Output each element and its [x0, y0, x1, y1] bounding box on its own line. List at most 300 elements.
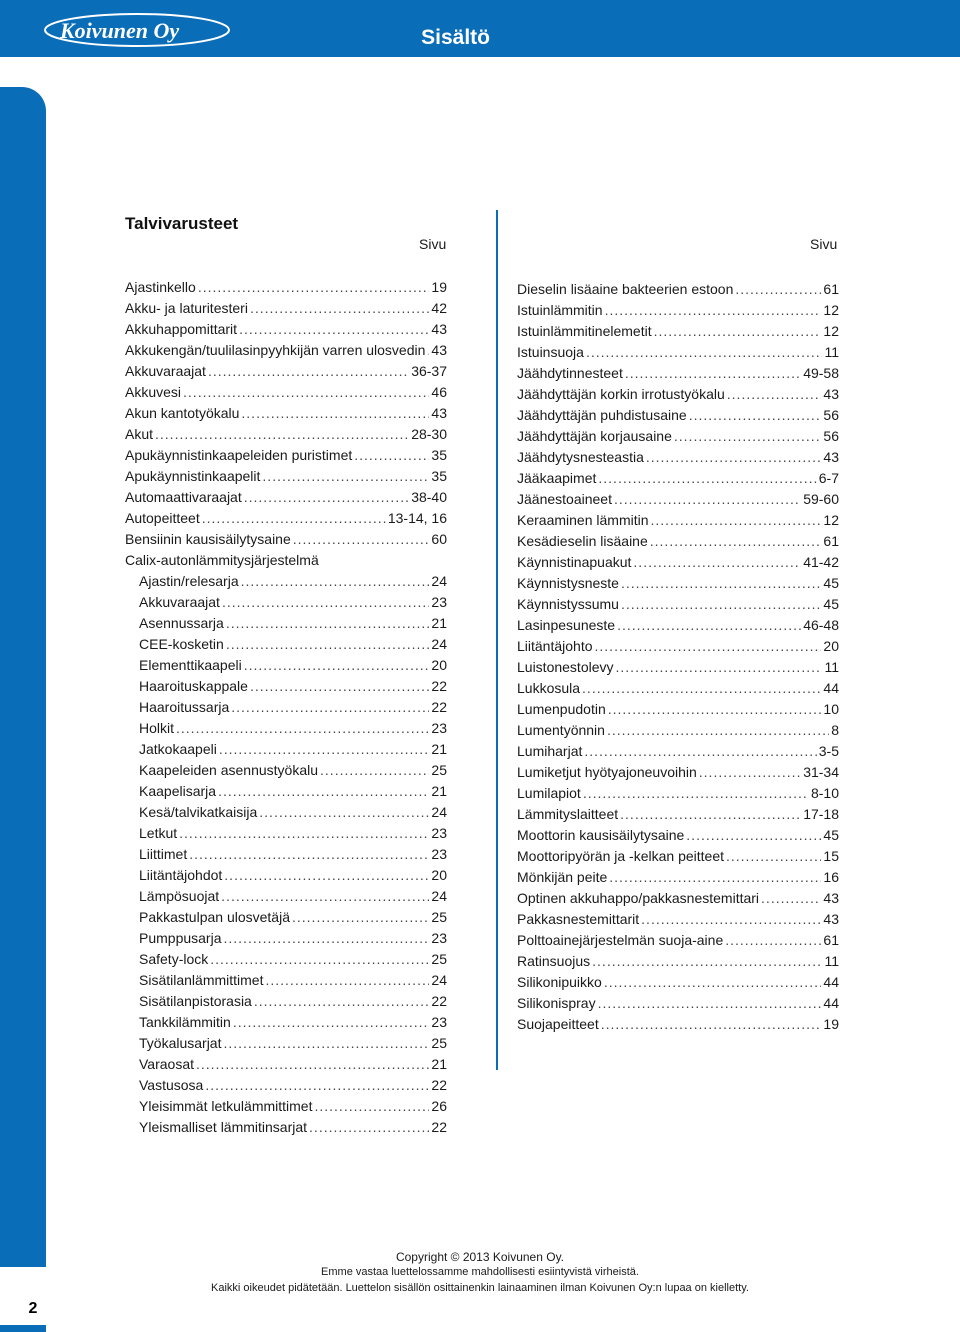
toc-leader-dots [239, 319, 429, 340]
toc-leader-dots [244, 487, 409, 508]
toc-entry [125, 823, 447, 844]
toc-entry-label: Jäähdyttäjän puhdistusaine [517, 407, 687, 423]
toc-leader-dots [176, 718, 429, 739]
toc-entry [125, 550, 447, 571]
toc-entry [517, 930, 839, 951]
toc-leader-dots [616, 657, 823, 678]
toc-entry-label: Luistonestolevy [517, 659, 614, 675]
toc-entry-label: Lumiharjat [517, 743, 583, 759]
toc-leader-dots [608, 699, 822, 720]
toc-entry [125, 340, 447, 361]
toc-entry-label: Jäähdyttäjän korjausaine [517, 428, 672, 444]
toc-entry [125, 403, 447, 424]
toc-leader-dots [592, 951, 822, 972]
toc-entry [125, 886, 447, 907]
toc-leader-dots [699, 762, 801, 783]
toc-entry-page: 45 [823, 827, 839, 843]
toc-entry [517, 909, 839, 930]
toc-entry-page: 42 [431, 300, 447, 316]
toc-entry-page: 43 [431, 321, 447, 337]
toc-entry-label: Silikonipuikko [517, 974, 602, 990]
toc-entry [125, 907, 447, 928]
toc-entry-label: Jatkokaapeli [139, 741, 217, 757]
toc-entry [125, 319, 447, 340]
toc-entry [517, 510, 839, 531]
toc-leader-dots [584, 741, 816, 762]
toc-entry-page: 28-30 [411, 426, 447, 442]
toc-entry-label: Istuinlämmitinelemetit [517, 323, 652, 339]
toc-entry-label: Automaattivaraajat [125, 489, 242, 505]
toc-entry-label: Lasinpesuneste [517, 617, 616, 633]
toc-entry [125, 634, 447, 655]
toc-entry-page: 24 [431, 972, 447, 988]
toc-entry-page: 19 [823, 1016, 839, 1032]
toc-entry-label: Jäähdytinnesteet [517, 365, 623, 381]
toc-entry [125, 445, 447, 466]
toc-entry-label: Bensiinin kausisäilytysaine [125, 531, 291, 547]
page-number: 2 [28, 1300, 38, 1317]
toc-entry-page: 26 [431, 1098, 447, 1114]
toc-leader-dots [646, 447, 822, 468]
toc-entry [125, 277, 447, 298]
toc-entry-label: Liitäntäjohto [517, 638, 593, 654]
toc-entry-page: 24 [431, 888, 447, 904]
toc-entry-label: Istuinlämmitin [517, 302, 603, 318]
toc-entry-page: 8-10 [810, 785, 839, 801]
toc-entry-label: Mönkijän peite [517, 869, 608, 885]
toc-entry [125, 970, 447, 991]
toc-entry-page: 8 [831, 722, 839, 738]
toc-entry-page: 36-37 [411, 363, 447, 379]
toc-entry-page: 43 [823, 449, 839, 465]
toc-leader-dots [621, 594, 821, 615]
toc-entry-label: Käynnistysneste [517, 575, 619, 591]
toc-leader-dots [250, 676, 429, 697]
toc-entry-label: Polttoainejärjestelmän suoja-aine [517, 932, 724, 948]
toc-leader-dots [210, 949, 429, 970]
toc-entry-page: 16 [823, 869, 839, 885]
toc-entry-label: Työkalusarjat [139, 1035, 222, 1051]
logo-text: Koivunen Oy [60, 18, 180, 43]
toc-entry-label: CEE-kosketin [139, 636, 224, 652]
toc-entry-page: 43 [823, 890, 839, 906]
toc-entry-label: Lumentyönnin [517, 722, 605, 738]
toc-entry [125, 739, 447, 760]
toc-entry-label: Kaapeleiden asennustyökalu [139, 762, 319, 778]
toc-entry-label: Käynnistyssumu [517, 596, 619, 612]
toc-entry-page: 59-60 [803, 491, 839, 507]
toc-entry [125, 844, 447, 865]
koivunen-logo [42, 11, 232, 49]
toc-entry [517, 363, 839, 384]
toc-leader-dots [179, 823, 429, 844]
toc-entry [517, 489, 839, 510]
toc-entry-page: 44 [823, 974, 839, 990]
toc-entry-page: 11 [824, 953, 839, 969]
toc-entry-label: Autopeitteet [125, 510, 200, 526]
toc-entry-page: 23 [431, 846, 447, 862]
toc-entry [517, 678, 839, 699]
toc-entry [517, 279, 839, 300]
toc-entry [517, 783, 839, 804]
toc-entry [517, 804, 839, 825]
toc-entry-page: 3-5 [818, 743, 839, 759]
toc-right-column [517, 279, 839, 1035]
toc-leader-dots [620, 804, 801, 825]
toc-entry-page: 22 [431, 993, 447, 1009]
toc-entry-page: 25 [431, 762, 447, 778]
toc-entry-page: 22 [431, 1119, 447, 1135]
toc-entry-label: Suojapeitteet [517, 1016, 599, 1032]
toc-entry-label: Akun kantotyökalu [125, 405, 240, 421]
toc-leader-dots [427, 340, 429, 361]
toc-entry-page: 23 [431, 825, 447, 841]
toc-leader-dots [595, 636, 822, 657]
toc-entry-page: 21 [431, 783, 447, 799]
toc-entry-page: 12 [823, 323, 839, 339]
toc-entry-label: Silikonispray [517, 995, 596, 1011]
toc-leader-dots [609, 867, 821, 888]
toc-entry [125, 361, 447, 382]
toc-entry [517, 867, 839, 888]
toc-entry [517, 426, 839, 447]
toc-leader-dots [262, 466, 429, 487]
toc-entry [125, 718, 447, 739]
toc-entry-page: 20 [431, 867, 447, 883]
toc-leader-dots [196, 1054, 429, 1075]
toc-leader-dots [725, 930, 821, 951]
toc-entry [517, 762, 839, 783]
toc-entry-page: 43 [431, 342, 447, 358]
toc-entry-label: Lumilapiot [517, 785, 581, 801]
toc-entry [125, 298, 447, 319]
toc-leader-dots [761, 888, 821, 909]
toc-entry [517, 951, 839, 972]
toc-entry [125, 802, 447, 823]
toc-entry-label: Lukkosula [517, 680, 581, 696]
toc-leader-dots [314, 1096, 429, 1117]
toc-entry-page: 21 [431, 741, 447, 757]
toc-entry [125, 697, 447, 718]
toc-entry-label: Apukäynnistinkaapelit [125, 468, 261, 484]
toc-leader-dots [155, 424, 409, 445]
toc-entry [517, 552, 839, 573]
toc-entry-label: Jäänestoaineet [517, 491, 612, 507]
toc-entry-page: 13-14, 16 [387, 510, 447, 526]
toc-entry-label: Pakkasnestemittarit [517, 911, 640, 927]
toc-leader-dots [354, 445, 429, 466]
toc-entry [125, 1096, 447, 1117]
toc-entry-label: Lämpösuojat [139, 888, 220, 904]
toc-entry [517, 1014, 839, 1035]
side-tab [0, 87, 46, 1332]
toc-entry-page: 61 [823, 932, 839, 948]
toc-entry-page: 44 [823, 995, 839, 1011]
toc-entry-page: 38-40 [411, 489, 447, 505]
toc-entry [125, 508, 447, 529]
toc-leader-dots [293, 529, 430, 550]
toc-leader-dots [231, 697, 429, 718]
toc-leader-dots [221, 886, 429, 907]
toc-entry-label: Jäähdytysnesteastia [517, 449, 644, 465]
toc-entry [125, 928, 447, 949]
toc-entry [517, 699, 839, 720]
toc-entry-page: 35 [431, 468, 447, 484]
toc-leader-dots [320, 760, 429, 781]
toc-entry-label: Ratinsuojus [517, 953, 591, 969]
toc-entry-page: 23 [431, 594, 447, 610]
toc-leader-dots [202, 508, 386, 529]
toc-entry-page: 24 [431, 636, 447, 652]
toc-entry-label: Akkuvaraajat [139, 594, 220, 610]
toc-leader-dots [233, 1012, 430, 1033]
toc-entry-label: Akkuvaraajat [125, 363, 206, 379]
toc-leader-dots [583, 783, 809, 804]
toc-entry-page: 21 [431, 615, 447, 631]
toc-entry-label: Vastusosa [139, 1077, 204, 1093]
toc-entry-page: 41-42 [803, 554, 839, 570]
toc-entry-page: 25 [431, 1035, 447, 1051]
toc-entry [125, 1117, 447, 1138]
toc-entry-label: Akut [125, 426, 154, 442]
toc-entry-page: 23 [431, 930, 447, 946]
toc-entry [125, 613, 447, 634]
toc-leader-dots [735, 279, 821, 300]
toc-entry-label: Keraaminen lämmitin [517, 512, 649, 528]
toc-entry-label: Ajastin/relesarja [139, 573, 239, 589]
toc-entry [125, 529, 447, 550]
toc-entry [125, 487, 447, 508]
toc-entry-label: Moottoripyörän ja -kelkan peitteet [517, 848, 724, 864]
toc-entry-label: Haaroituskappale [139, 678, 248, 694]
toc-entry-page: 43 [823, 386, 839, 402]
toc-entry-label: Lumiketjut hyötyajoneuvoihin [517, 764, 697, 780]
toc-entry-page: 43 [431, 405, 447, 421]
toc-leader-dots [224, 865, 429, 886]
toc-entry-page: 25 [431, 909, 447, 925]
toc-entry [517, 636, 839, 657]
toc-entry [517, 741, 839, 762]
toc-entry [125, 1075, 447, 1096]
toc-entry-label: Tankkilämmitin [139, 1014, 231, 1030]
toc-entry-page: 20 [431, 657, 447, 673]
toc-entry-label: Pumppusarja [139, 930, 222, 946]
toc-leader-dots [686, 825, 821, 846]
toc-left-column [125, 277, 447, 1138]
toc-leader-dots [582, 678, 821, 699]
toc-entry-page: 45 [823, 596, 839, 612]
toc-entry [125, 424, 447, 445]
toc-entry-page: 10 [823, 701, 839, 717]
toc-entry-label: Istuinsuoja [517, 344, 584, 360]
toc-entry-page: 25 [431, 951, 447, 967]
toc-entry [517, 594, 839, 615]
toc-leader-dots [189, 844, 429, 865]
toc-entry-label: Kesädieselin lisäaine [517, 533, 648, 549]
toc-entry-label: Akkuvesi [125, 384, 182, 400]
toc-entry [517, 972, 839, 993]
toc-leader-dots [205, 1075, 429, 1096]
toc-entry-page: 22 [431, 699, 447, 715]
toc-entry-label: Moottorin kausisäilytysaine [517, 827, 685, 843]
toc-entry [517, 573, 839, 594]
toc-entry-page: 19 [431, 279, 447, 295]
toc-leader-dots [633, 552, 801, 573]
toc-entry [517, 720, 839, 741]
footer-disclaimer: Emme vastaa luettelossamme mahdollisesti esiintyvistä virheistä. [321, 1266, 639, 1278]
toc-leader-dots [598, 468, 816, 489]
toc-entry-page: 60 [431, 531, 447, 547]
toc-entry [125, 781, 447, 802]
toc-entry-page: 56 [823, 407, 839, 423]
toc-entry [517, 993, 839, 1014]
toc-entry-page: 44 [823, 680, 839, 696]
toc-leader-dots [226, 634, 430, 655]
toc-entry [125, 382, 447, 403]
page-title: Sisältö [421, 26, 490, 49]
toc-entry-label: Akkukengän/tuulilasinpyyhkijän varren ulosvedin [125, 342, 426, 358]
toc-leader-dots [654, 321, 822, 342]
toc-entry-label: Kaapelisarja [139, 783, 217, 799]
toc-entry-label: Akkuhappomittarit [125, 321, 238, 337]
sivu-header-left: Sivu [419, 236, 447, 252]
toc-leader-dots [727, 384, 822, 405]
toc-entry [125, 1033, 447, 1054]
toc-leader-dots [226, 613, 430, 634]
toc-entry [517, 342, 839, 363]
toc-entry [517, 657, 839, 678]
toc-leader-dots [621, 573, 821, 594]
toc-leader-dots [614, 489, 801, 510]
toc-entry-label: Kesä/talvikatkaisija [139, 804, 258, 820]
section-title: Talvivarusteet [125, 214, 239, 233]
toc-entry-label: Liitäntäjohdot [139, 867, 223, 883]
toc-entry-label: Calix-autonlämmitysjärjestelmä [125, 552, 319, 568]
toc-entry [517, 888, 839, 909]
toc-leader-dots [250, 298, 429, 319]
toc-entry-label: Safety-lock [139, 951, 209, 967]
toc-entry-label: Letkut [139, 825, 178, 841]
toc-leader-dots [198, 277, 430, 298]
toc-entry-label: Käynnistinapuakut [517, 554, 632, 570]
toc-entry [125, 592, 447, 613]
toc-entry-page: 46-48 [803, 617, 839, 633]
toc-entry [517, 384, 839, 405]
toc-entry [125, 1054, 447, 1075]
toc-leader-dots [674, 426, 822, 447]
toc-entry [125, 571, 447, 592]
toc-leader-dots [650, 531, 822, 552]
toc-entry [517, 321, 839, 342]
toc-entry-page: 12 [823, 512, 839, 528]
toc-entry-page: 11 [824, 344, 839, 360]
toc-entry [125, 991, 447, 1012]
toc-leader-dots [265, 970, 429, 991]
footer-rights: Kaikki oikeudet pidätetään. Luettelon sisällön osittainenkin lainaaminen ilman Koivunen Oy:n lupaa on kielletty. [211, 1282, 749, 1294]
toc-entry-page: 61 [823, 281, 839, 297]
toc-leader-dots [222, 592, 429, 613]
toc-entry [125, 655, 447, 676]
toc-entry-label: Varaosat [139, 1056, 194, 1072]
toc-entry [125, 676, 447, 697]
toc-entry-page: 45 [823, 575, 839, 591]
toc-entry-page: 61 [823, 533, 839, 549]
toc-leader-dots [254, 991, 430, 1012]
toc-entry [125, 760, 447, 781]
toc-entry-page: 46 [431, 384, 447, 400]
toc-entry [125, 466, 447, 487]
toc-leader-dots [219, 739, 430, 760]
toc-entry-page: 24 [431, 804, 447, 820]
toc-entry [517, 825, 839, 846]
toc-entry-label: Yleismalliset lämmitinsarjat [139, 1119, 308, 1135]
footer-copyright: Copyright © 2013 Koivunen Oy. [395, 1250, 565, 1264]
toc-entry [517, 615, 839, 636]
toc-entry [125, 1012, 447, 1033]
toc-entry-label: Lämmityslaitteet [517, 806, 619, 822]
toc-entry-page: 23 [431, 720, 447, 736]
header-bar [0, 0, 960, 57]
toc-entry-label: Asennussarja [139, 615, 224, 631]
toc-leader-dots [223, 1033, 429, 1054]
toc-entry-page: 31-34 [803, 764, 839, 780]
toc-entry [517, 300, 839, 321]
toc-entry [125, 865, 447, 886]
toc-entry-label: Haaroitussarja [139, 699, 230, 715]
toc-entry-page: 12 [823, 302, 839, 318]
toc-entry-label: Ajastinkello [125, 279, 196, 295]
toc-leader-dots [244, 655, 430, 676]
toc-leader-dots [309, 1117, 429, 1138]
toc-entry-label: Akku- ja laturitesteri [125, 300, 248, 316]
toc-entry-label: Jäähdyttäjän korkin irrotustyökalu [517, 386, 725, 402]
toc-leader-dots [241, 571, 430, 592]
toc-entry-page: 6-7 [818, 470, 839, 486]
toc-entry-label: Sisätilanpistorasia [139, 993, 252, 1009]
toc-leader-dots [183, 382, 429, 403]
toc-entry-label: Elementtikaapeli [139, 657, 242, 673]
toc-leader-dots [208, 361, 409, 382]
toc-entry-page: 24 [431, 573, 447, 589]
toc-entry [517, 846, 839, 867]
toc-entry-label: Jääkaapimet [517, 470, 597, 486]
toc-entry-page: 22 [431, 1077, 447, 1093]
toc-entry-label: Optinen akkuhappo/pakkasnestemittari [517, 890, 760, 906]
toc-entry-label: Holkit [139, 720, 175, 736]
toc-entry [517, 531, 839, 552]
toc-leader-dots [218, 781, 429, 802]
sivu-header-right: Sivu [810, 236, 838, 252]
toc-leader-dots [625, 363, 801, 384]
toc-entry-page: 56 [823, 428, 839, 444]
toc-entry-label: Yleisimmät letkulämmittimet [139, 1098, 313, 1114]
toc-entry [517, 468, 839, 489]
toc-leader-dots [689, 405, 822, 426]
toc-entry-page: 20 [823, 638, 839, 654]
toc-entry-page: 11 [824, 659, 839, 675]
toc-entry-label: Pakkastulpan ulosvetäjä [139, 909, 290, 925]
toc-entry-page: 21 [431, 1056, 447, 1072]
toc-leader-dots [292, 907, 429, 928]
toc-leader-dots [601, 1014, 822, 1035]
toc-leader-dots [726, 846, 821, 867]
toc-leader-dots [641, 909, 821, 930]
toc-entry-label: Dieselin lisäaine bakteerien estoon [517, 281, 734, 297]
toc-leader-dots [224, 928, 430, 949]
toc-leader-dots [259, 802, 429, 823]
toc-entry-page: 23 [431, 1014, 447, 1030]
toc-leader-dots [607, 720, 829, 741]
